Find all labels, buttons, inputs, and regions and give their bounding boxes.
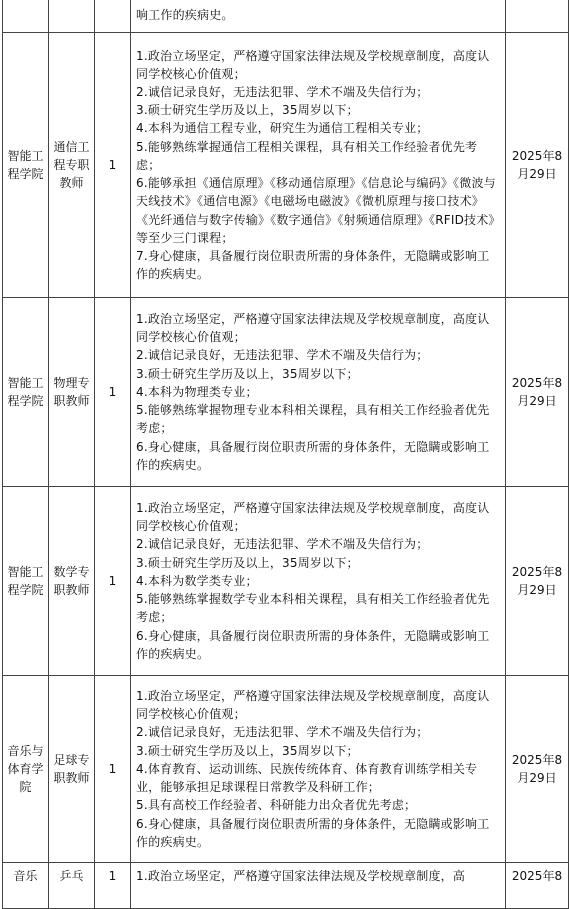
requirement-line: 7.身心健康，具备履行岗位职责所需的身体条件，无隐瞒或影响工作的疾病史。 bbox=[136, 248, 490, 282]
requirement-line: 3.硕士研究生学历及以上，35周岁以下； bbox=[136, 743, 359, 758]
post-cell bbox=[49, 0, 95, 33]
requirement-line: 响工作的疾病史。 bbox=[136, 8, 234, 23]
count-cell bbox=[95, 0, 131, 33]
table-row bbox=[3, 863, 569, 909]
requirements-cell bbox=[131, 863, 506, 909]
date-cell: 2025年8月29日 bbox=[506, 298, 569, 487]
college-cell bbox=[3, 0, 49, 33]
college-cell: 音乐 bbox=[3, 863, 49, 909]
college-cell: 智能工程学院 bbox=[3, 487, 49, 676]
requirement-line: 6.身心健康，具备履行岗位职责所需的身体条件，无隐瞒或影响工作的疾病史。 bbox=[136, 816, 490, 849]
date-cell: 2025年8月29日 bbox=[506, 487, 569, 676]
table-row bbox=[3, 676, 569, 863]
post-cell: 物理专职教师 bbox=[49, 298, 95, 487]
requirement-line: 4.本科为通信工程专业，研究生为通信工程相关专业； bbox=[136, 121, 429, 136]
requirement-line: 4.本科为数学类专业； bbox=[136, 573, 258, 588]
college-cell: 智能工程学院 bbox=[3, 33, 49, 298]
date-cell: 2025年8月29日 bbox=[506, 33, 569, 298]
recruitment-table bbox=[2, 0, 569, 909]
requirement-line: 1.政治立场坚定，严格遵守国家法律法规及学校规章制度，高度认同学校核心价值观； bbox=[136, 312, 490, 345]
requirement-line: 6.身心健康，具备履行岗位职责所需的身体条件，无隐瞒或影响工作的疾病史。 bbox=[136, 439, 490, 472]
table-row bbox=[3, 487, 569, 676]
requirements-cell bbox=[131, 298, 506, 487]
requirement-line: 5.能够熟练掌握物理专业本科相关课程，具有相关工作经验者优先考虑； bbox=[136, 403, 490, 436]
requirement-line: 5.具有高校工作经验者、科研能力出众者优先考虑； bbox=[136, 798, 417, 813]
requirement-line: 5.能够熟练掌握数学专业本科相关课程，具有相关工作经验者优先考虑； bbox=[136, 592, 490, 625]
requirements-cell bbox=[131, 0, 506, 33]
requirement-line: 4.体育教育、运动训练、民族传统体育、体育教育训练学相关专业，能够承担足球课程日常教学及科研工作； bbox=[136, 761, 478, 795]
requirement-line: 1.政治立场坚定，严格遵守国家法律法规及学校规章制度，高 bbox=[136, 869, 466, 883]
recruitment-table-body bbox=[3, 0, 569, 909]
requirement-line: 1.政治立场坚定，严格遵守国家法律法规及学校规章制度，高度认同学校核心价值观； bbox=[136, 48, 490, 81]
post-cell: 数学专职教师 bbox=[49, 487, 95, 676]
requirement-line: 3.硕士研究生学历及以上，35周岁以下； bbox=[136, 555, 359, 570]
requirement-line: 6.能够承担《通信原理》《移动通信原理》《信息论与编码》《微波与天线技术》《通信电源》《电磁场电磁波》《微机原理与接口技术》《光纤通信与数字传输》《数字通信》《射频通信原理》《RFID技术》等至少三门课程； bbox=[136, 176, 501, 245]
requirement-line: 5.能够熟练掌握通信工程相关课程，具有相关工作经验者优先考虑； bbox=[136, 139, 478, 172]
date-cell bbox=[506, 0, 569, 33]
count-cell: 1 bbox=[95, 863, 131, 909]
requirement-line: 2.诚信记录良好，无违法犯罪、学术不端及失信行为； bbox=[136, 85, 429, 100]
college-cell: 音乐与体育学院 bbox=[3, 676, 49, 863]
requirements-cell bbox=[131, 487, 506, 676]
date-cell: 2025年8月29日 bbox=[506, 676, 569, 863]
count-cell: 1 bbox=[95, 298, 131, 487]
table-row bbox=[3, 0, 569, 33]
requirement-line: 6.身心健康，具备履行岗位职责所需的身体条件，无隐瞒或影响工作的疾病史。 bbox=[136, 628, 490, 661]
requirement-line: 1.政治立场坚定，严格遵守国家法律法规及学校规章制度，高度认同学校核心价值观； bbox=[136, 501, 490, 534]
requirement-line: 2.诚信记录良好，无违法犯罪、学术不端及失信行为； bbox=[136, 537, 429, 552]
requirement-line: 4.本科为物理类专业； bbox=[136, 384, 258, 399]
college-cell: 智能工程学院 bbox=[3, 298, 49, 487]
requirement-line: 3.硕士研究生学历及以上，35周岁以下； bbox=[136, 103, 359, 118]
post-cell: 乒乓 bbox=[49, 863, 95, 909]
requirement-line: 3.硕士研究生学历及以上，35周岁以下； bbox=[136, 366, 359, 381]
requirement-line: 2.诚信记录良好，无违法犯罪、学术不端及失信行为； bbox=[136, 725, 429, 740]
count-cell: 1 bbox=[95, 487, 131, 676]
post-cell: 通信工程专职教师 bbox=[49, 33, 95, 298]
date-cell: 2025年8 bbox=[506, 863, 569, 909]
count-cell: 1 bbox=[95, 33, 131, 298]
post-cell: 足球专职教师 bbox=[49, 676, 95, 863]
requirement-line: 2.诚信记录良好，无违法犯罪、学术不端及失信行为； bbox=[136, 348, 429, 363]
table-row bbox=[3, 33, 569, 298]
table-row bbox=[3, 298, 569, 487]
count-cell: 1 bbox=[95, 676, 131, 863]
requirements-cell bbox=[131, 33, 506, 298]
requirements-cell bbox=[131, 676, 506, 863]
requirement-line: 1.政治立场坚定，严格遵守国家法律法规及学校规章制度，高度认同学校核心价值观； bbox=[136, 689, 490, 722]
